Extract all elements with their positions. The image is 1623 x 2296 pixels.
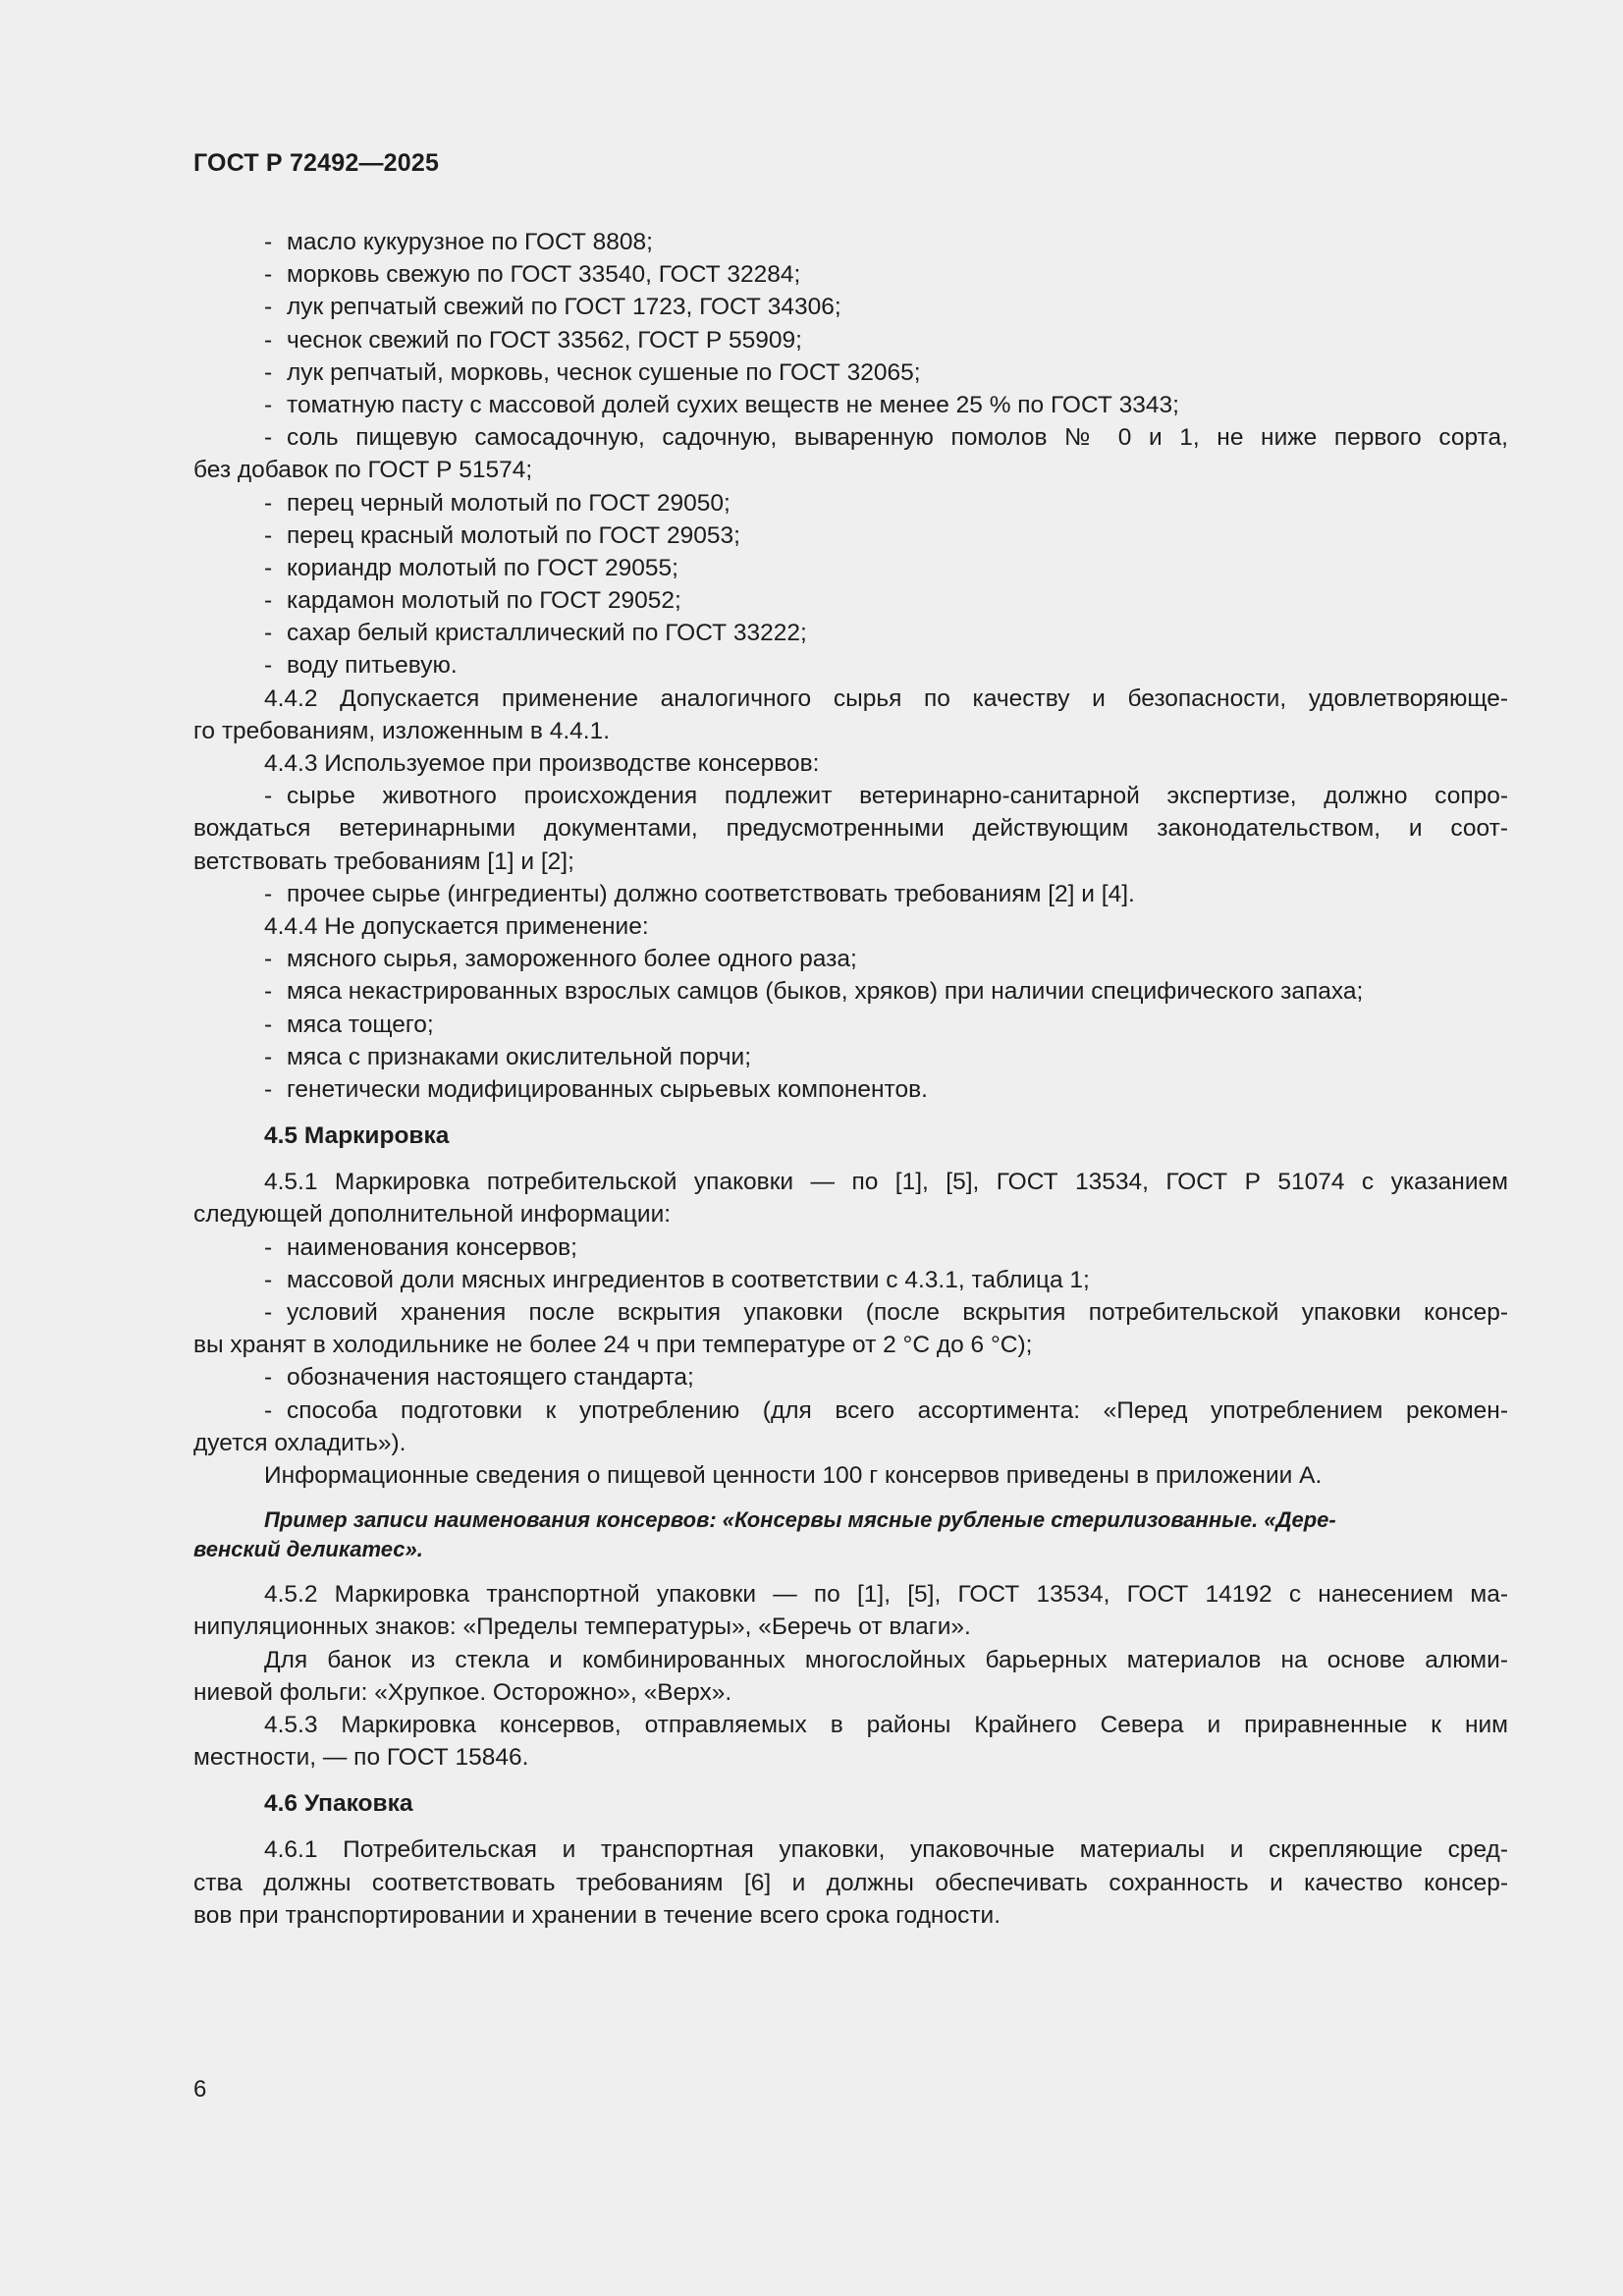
- text-line: дуется охладить»).: [193, 1429, 406, 1456]
- text-line: ниевой фольги: «Хрупкое. Осторожно», «Верх».: [193, 1678, 732, 1706]
- list-item: -сахар белый кристаллический по ГОСТ 33222;: [264, 620, 807, 647]
- list-item: -томатную пасту с массовой долей сухих веществ не менее 25 % по ГОСТ 3343;: [264, 391, 1179, 418]
- document-body: [193, 226, 1508, 1932]
- list-item: -мяса тощего;: [264, 1011, 434, 1038]
- section-heading-4-5: 4.5 Маркировка: [264, 1122, 450, 1150]
- list-item: -воду питьевую.: [264, 652, 458, 680]
- list-item: -мяса некастрированных взрослых самцов (быков, хряков) при наличии специфического запаха;: [264, 978, 1364, 1006]
- page-number: 6: [193, 2076, 207, 2103]
- list-item: -перец красный молотый по ГОСТ 29053;: [264, 521, 740, 549]
- text-line: нипуляционных знаков: «Пределы температуры», «Беречь от влаги».: [193, 1613, 971, 1641]
- text-line: го требованиям, изложенным в 4.4.1.: [193, 717, 611, 744]
- text-line: без добавок по ГОСТ Р 51574;: [193, 457, 533, 484]
- list-item: -лук репчатый свежий по ГОСТ 1723, ГОСТ 34306;: [264, 294, 841, 321]
- list-item: -масло кукурузное по ГОСТ 8808;: [264, 229, 653, 255]
- list-item: -обозначения настоящего стандарта;: [264, 1364, 694, 1392]
- list-item: -чеснок свежий по ГОСТ 33562, ГОСТ Р 55909;: [264, 326, 802, 354]
- section-heading-4-6: 4.6 Упаковка: [264, 1790, 413, 1818]
- list-item: -условий хранения после вскрытия упаковки (после вскрытия потребительской упаковки консер-: [264, 1299, 1508, 1326]
- text-line: 4.4.2 Допускается применение аналогичного сырья по качеству и безопасности, удовлетворяюще-: [264, 684, 1508, 712]
- text-line: вождаться ветеринарными документами, предусмотренными действующим законодательством, и соот-: [193, 815, 1508, 843]
- list-item: -способа подготовки к употреблению (для всего ассортимента: «Перед употреблением рекомен-: [264, 1396, 1508, 1424]
- text-line: следующей дополнительной информации:: [193, 1201, 672, 1229]
- list-item: -мяса с признаками окислительной порчи;: [264, 1043, 752, 1070]
- example-note: венский деликатес».: [193, 1537, 423, 1562]
- text-line: ства должны соответствовать требованиям [6] и должны обеспечивать сохранность и качество консер-: [193, 1869, 1508, 1896]
- list-item: -соль пищевую самосадочную, садочную, вываренную помолов № 0 и 1, не ниже первого сорта,: [264, 424, 1508, 452]
- text-line: 4.4.4 Не допускается применение:: [264, 912, 649, 940]
- list-item: -наименования консервов;: [264, 1233, 577, 1261]
- text-line: местности, — по ГОСТ 15846.: [193, 1744, 529, 1772]
- text-line: 4.5.3 Маркировка консервов, отправляемых в районы Крайнего Севера и приравненные к ним: [264, 1711, 1508, 1738]
- text-line: 4.5.2 Маркировка транспортной упаковки — по [1], [5], ГОСТ 13534, ГОСТ 14192 с нанесением ма-: [264, 1581, 1508, 1609]
- list-item: -морковь свежую по ГОСТ 33540, ГОСТ 32284;: [264, 261, 801, 289]
- list-item: -кардамон молотый по ГОСТ 29052;: [264, 587, 681, 615]
- text-line: 4.6.1 Потребительская и транспортная упаковки, упаковочные материалы и скрепляющие сред-: [264, 1836, 1508, 1864]
- list-item: -генетически модифицированных сырьевых компонентов.: [264, 1075, 928, 1103]
- text-line: вов при транспортировании и хранении в течение всего срока годности.: [193, 1901, 1001, 1929]
- text-line: 4.5.1 Маркировка потребительской упаковки — по [1], [5], ГОСТ 13534, ГОСТ Р 51074 с указанием: [264, 1169, 1508, 1196]
- list-item: -перец черный молотый по ГОСТ 29050;: [264, 489, 730, 517]
- list-item: -сырье животного происхождения подлежит ветеринарно-санитарной экспертизе, должно сопро-: [264, 783, 1508, 810]
- list-item: -мясного сырья, замороженного более одного раза;: [264, 946, 857, 973]
- text-line: Информационные сведения о пищевой ценности 100 г консервов приведены в приложении А.: [264, 1461, 1323, 1489]
- text-line: 4.4.3 Используемое при производстве консервов:: [264, 750, 820, 777]
- text-line: ветствовать требованиям [1] и [2];: [193, 847, 574, 875]
- example-note: Пример записи наименования консервов: «Консервы мясные рубленые стерилизованные. «Дере-: [264, 1507, 1336, 1533]
- text-line: Для банок из стекла и комбинированных многослойных барьерных материалов на основе алюми-: [264, 1646, 1508, 1673]
- list-item: -лук репчатый, морковь, чеснок сушеные по ГОСТ 32065;: [264, 358, 921, 386]
- list-item: -кориандр молотый по ГОСТ 29055;: [264, 554, 678, 581]
- list-item: -прочее сырье (ингредиенты) должно соответствовать требованиям [2] и [4].: [264, 880, 1135, 907]
- text-line: вы хранят в холодильнике не более 24 ч при температуре от 2 °С до 6 °С);: [193, 1332, 1033, 1359]
- list-item: -массовой доли мясных ингредиентов в соответствии с 4.3.1, таблица 1;: [264, 1266, 1090, 1293]
- document-header: ГОСТ Р 72492—2025: [193, 149, 440, 177]
